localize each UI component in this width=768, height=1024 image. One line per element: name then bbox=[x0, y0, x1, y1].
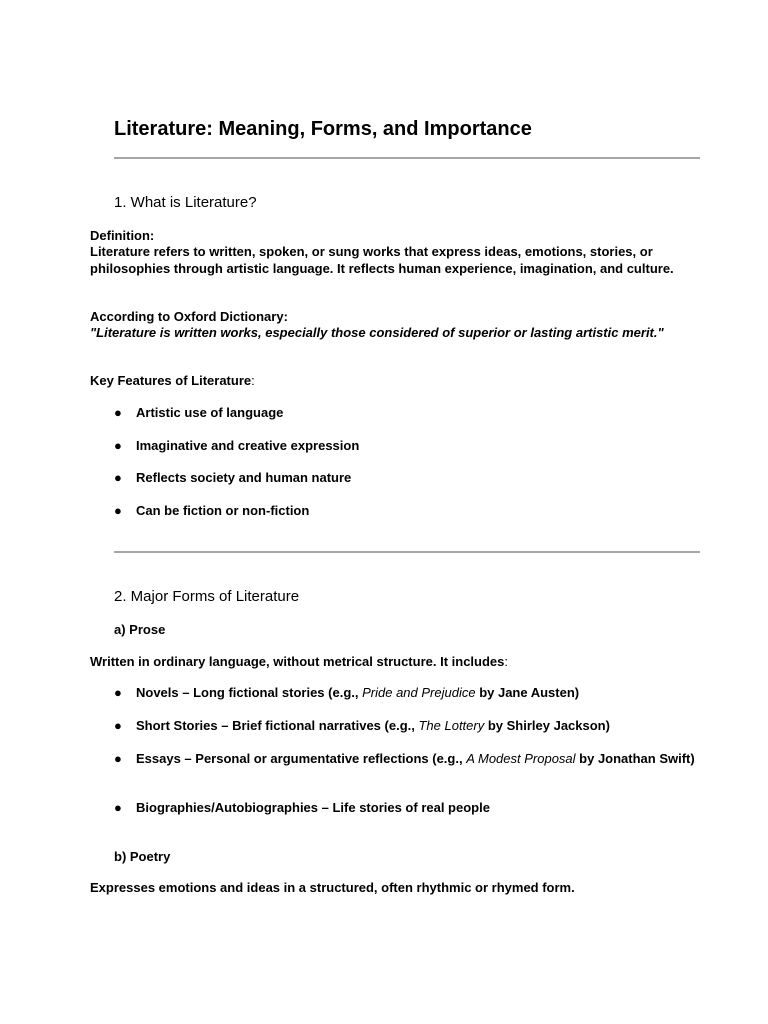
document-title: Literature: Meaning, Forms, and Importance bbox=[114, 118, 532, 140]
key-features-label: Key Features of Literature: bbox=[90, 373, 255, 388]
work-title: The Lottery bbox=[418, 718, 485, 733]
subheading-prose: a) Prose bbox=[114, 622, 166, 637]
bullet-icon: ● bbox=[114, 438, 122, 453]
definition-paragraph bbox=[90, 228, 690, 277]
prose-intro: Written in ordinary language, without metrical structure. It includes: bbox=[90, 654, 508, 669]
section-heading-what-is-literature: 1. What is Literature? bbox=[114, 194, 257, 211]
bullet-icon: ● bbox=[114, 405, 122, 420]
oxford-label: According to Oxford Dictionary: bbox=[90, 309, 288, 324]
section-heading-major-forms: 2. Major Forms of Literature bbox=[114, 588, 300, 605]
oxford-definition-paragraph bbox=[90, 309, 690, 342]
list-item: ● Artistic use of language bbox=[114, 405, 284, 420]
bullet-icon: ● bbox=[114, 685, 122, 700]
horizontal-rule bbox=[114, 157, 700, 159]
definition-label: Definition: bbox=[90, 228, 155, 243]
key-features-list bbox=[114, 405, 704, 519]
list-item: ● Novels – Long fictional stories (e.g., Pride and Prejudice by Jane Austen) bbox=[114, 685, 580, 700]
horizontal-rule bbox=[114, 551, 700, 553]
bullet-icon: ● bbox=[114, 800, 122, 815]
work-title: Pride and Prejudice bbox=[362, 685, 476, 700]
prose-forms-list bbox=[114, 685, 704, 816]
list-item: ● Biographies/Autobiographies – Life stories of real people bbox=[114, 800, 490, 815]
subheading-poetry: b) Poetry bbox=[114, 849, 171, 864]
list-item: ● Short Stories – Brief fictional narratives (e.g., The Lottery by Shirley Jackson) bbox=[114, 718, 610, 733]
bullet-icon: ● bbox=[114, 751, 122, 766]
poetry-intro: Expresses emotions and ideas in a structured, often rhythmic or rhymed form. bbox=[90, 880, 575, 895]
work-title: A Modest Proposal bbox=[466, 751, 576, 766]
list-item: ● Reflects society and human nature bbox=[114, 470, 352, 485]
bullet-icon: ● bbox=[114, 470, 122, 485]
list-item: ● Can be fiction or non-fiction bbox=[114, 503, 310, 518]
bullet-icon: ● bbox=[114, 718, 122, 733]
oxford-quote: "Literature is written works, especially those considered of superior or lasting artistic merit." bbox=[90, 325, 664, 341]
bullet-icon: ● bbox=[114, 503, 122, 518]
definition-text: Literature refers to written, spoken, or sung works that express ideas, emotions, stories, or philosophies through artistic language. It reflects human experience, imagination, and culture. bbox=[90, 244, 674, 276]
list-item: ● Imaginative and creative expression bbox=[114, 438, 360, 453]
list-item: ● Essays – Personal or argumentative reflections (e.g., A Modest Proposal by Jonathan Swift) bbox=[114, 751, 695, 766]
